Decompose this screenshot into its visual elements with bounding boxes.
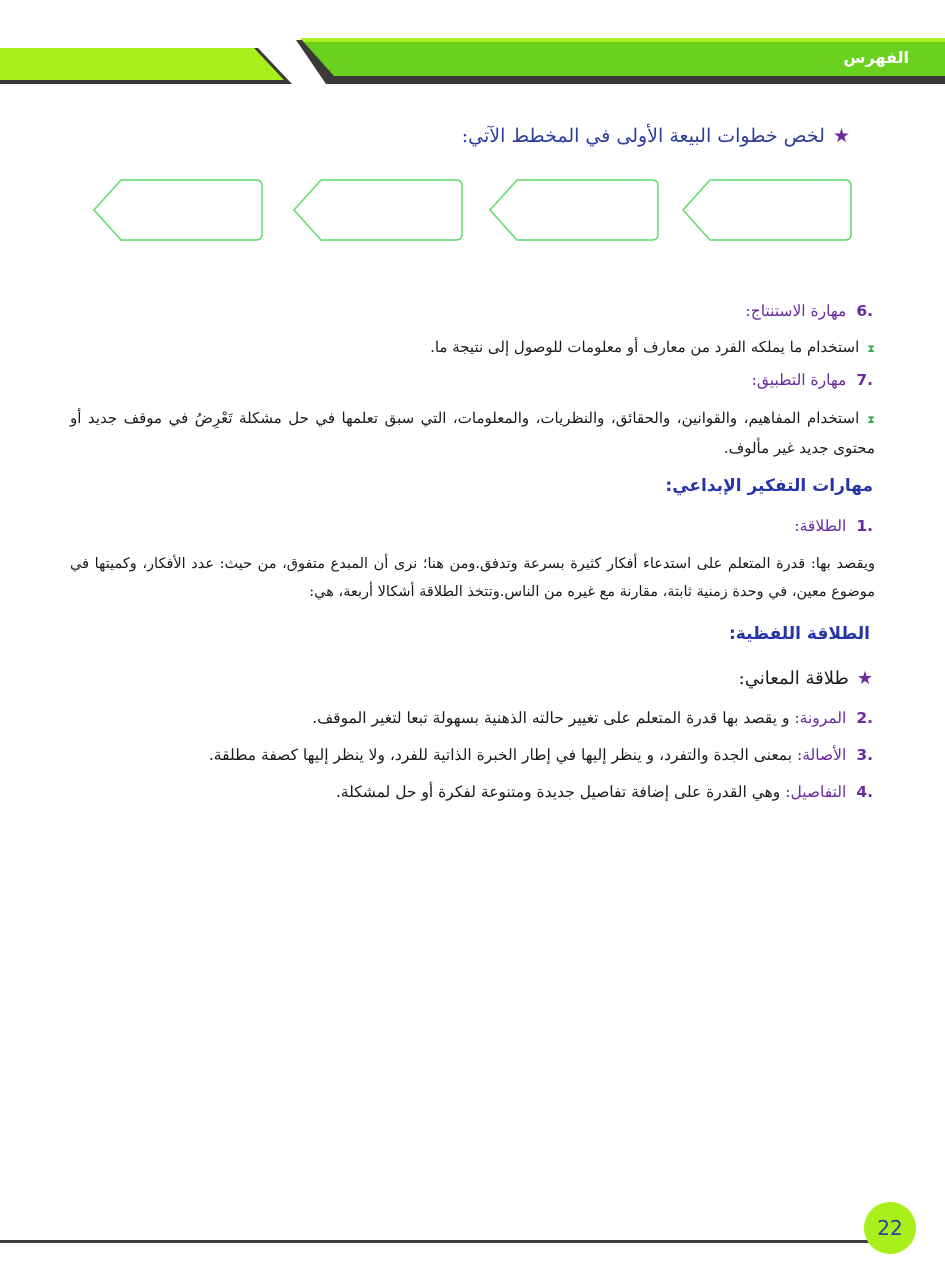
skill-7-title <box>752 371 873 389</box>
creative-heading: مهارات التفكير الإبداعي: <box>665 476 873 496</box>
bullet-icon: ⧗ <box>867 342 875 355</box>
fluency-number: .1 <box>856 517 873 535</box>
header-right-bar <box>0 0 945 90</box>
fluency-paragraph: ويقصد بها: قدرة المتعلم على استدعاء أفكار كثيرة بسرعة وتدفق.ومن هنا؛ نرى أن المبدع متفوق، من حيث: عدد الأفكار، وكميتها في موضوع معين، في وحدة زمنية ثابتة، مقارنة مع غيره من الناس.وتتخذ الطلاقة أشكالا أربعة، هي: <box>70 556 875 600</box>
meanings-label: طلاقة المعاني: <box>738 668 849 689</box>
details-number: .4 <box>856 783 873 801</box>
diagram-box-1[interactable] <box>679 178 855 244</box>
details-item <box>336 783 873 801</box>
diagram-box-2[interactable] <box>486 178 662 244</box>
skill-6-number: .6 <box>856 302 873 320</box>
star-icon: ★ <box>856 668 873 689</box>
footer-line <box>0 1240 870 1243</box>
skill-7-label: مهارة التطبيق: <box>751 371 847 389</box>
bullet-icon: ⧗ <box>867 413 875 426</box>
star-icon: ★ <box>832 125 850 147</box>
flexibility-text: و يقصد بها قدرة المتعلم على تغيير حالته الذهنية بسهولة تبعا لتغير الموقف. <box>312 709 790 727</box>
skill-7-number: .7 <box>856 371 873 389</box>
question-line <box>150 125 850 147</box>
details-label: التفاصيل: <box>785 783 847 801</box>
fluency-label: الطلاقة: <box>794 517 847 535</box>
skill-7-bullet-text: استخدام المفاهيم، والقوانين، والحقائق، والنظريات، والمعلومات، التي سبق تعلمها في حل مشكلة تَعْرِضُ في موقف جديد أو محتوى جديد غير مألوف. <box>70 409 875 457</box>
toc-link[interactable]: الفهرس <box>843 48 909 67</box>
skill-6-label: مهارة الاستنتاج: <box>745 302 847 320</box>
fluency-title <box>794 517 873 535</box>
page-number: 22 <box>864 1202 916 1254</box>
meanings-fluency <box>739 668 873 689</box>
originality-item <box>209 746 873 764</box>
skill-6-bullet-text: استخدام ما يملكه الفرد من معارف أو معلومات للوصول إلى نتيجة ما. <box>430 338 860 356</box>
diagram-box-3[interactable] <box>290 178 466 244</box>
diagram-box-4[interactable] <box>90 178 266 244</box>
flexibility-number: .2 <box>856 709 873 727</box>
flexibility-item <box>312 709 873 727</box>
flexibility-label: المرونة: <box>794 709 847 727</box>
originality-number: .3 <box>856 746 873 764</box>
originality-text: بمعنى الجدة والتفرد، و ينظر إليها في إطار الخبرة الذاتية للفرد، ولا ينظر إليها كصفة مطلقة. <box>208 746 793 764</box>
skill-6-bullet <box>75 333 875 363</box>
originality-label: الأصالة: <box>797 746 847 764</box>
verbal-fluency-heading: الطلاقة اللفظية: <box>728 624 870 644</box>
question-text: لخص خطوات البيعة الأولى في المخطط الآتي: <box>461 125 825 147</box>
skill-7-bullet <box>70 404 875 462</box>
details-text: وهي القدرة على إضافة تفاصيل جديدة ومتنوعة لفكرة أو حل لمشكلة. <box>335 783 781 801</box>
skill-6-title <box>745 302 873 320</box>
